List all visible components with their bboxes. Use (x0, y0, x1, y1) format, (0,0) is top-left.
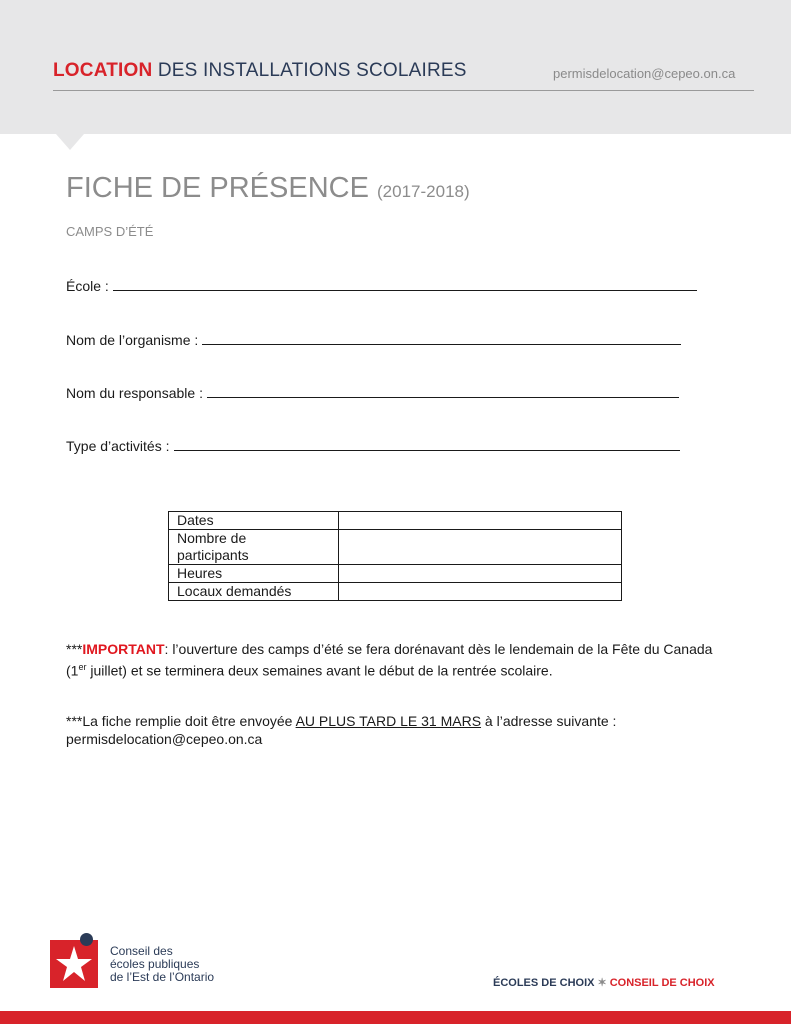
field-line-responsable[interactable] (207, 385, 679, 398)
row-value-locaux[interactable] (339, 583, 622, 601)
important-note (66, 640, 736, 680)
footer-slogan (493, 976, 715, 989)
field-ecole (66, 278, 697, 294)
field-label: Type d’activités : (66, 438, 170, 454)
star-figure-icon (50, 940, 98, 988)
field-line-activites[interactable] (174, 438, 680, 451)
participants-line2: participants (177, 547, 249, 563)
header-brand (53, 60, 467, 82)
row-label-locaux: Locaux demandés (169, 583, 339, 601)
participants-line1: Nombre de (177, 530, 247, 546)
org-name (110, 945, 214, 984)
title-main: FICHE DE PRÉSENCE (66, 172, 369, 204)
field-responsable (66, 385, 679, 401)
table-row (169, 530, 622, 565)
table-row (169, 512, 622, 530)
slogan-left: ÉCOLES DE CHOIX (493, 977, 595, 989)
field-organisme (66, 332, 681, 348)
important-sup: er (78, 662, 87, 672)
cepeo-logo-icon (50, 940, 98, 988)
important-word: IMPORTANT (82, 641, 165, 657)
row-value-dates[interactable] (339, 512, 622, 530)
row-value-heures[interactable] (339, 565, 622, 583)
row-label-participants (169, 530, 339, 565)
field-line-organisme[interactable] (202, 332, 681, 345)
title-year: (2017-2018) (377, 182, 470, 201)
table-row (169, 583, 622, 601)
org-line2: écoles publiques (110, 957, 200, 971)
row-value-participants[interactable] (339, 530, 622, 565)
header-divider (53, 90, 754, 91)
field-label: Nom du responsable : (66, 385, 203, 401)
org-line1: Conseil des (110, 944, 173, 958)
important-text-1: : l’ouverture des camps d’été se fera dorénavant dès le lendemain de la Fête du Canada (1 (66, 641, 713, 679)
logo-dot-icon (80, 933, 93, 946)
org-line3: de l’Est de l’Ontario (110, 970, 215, 984)
submit-deadline: AU PLUS TARD LE 31 MARS (295, 713, 482, 729)
header-email[interactable]: permisdelocation@cepeo.on.ca (553, 66, 736, 81)
table-row (169, 565, 622, 583)
important-text-2: juillet) et se terminera deux semaines avant le début de la rentrée scolaire. (86, 662, 553, 679)
page-subtitle: CAMPS D’ÉTÉ (66, 224, 154, 239)
row-label-dates: Dates (169, 512, 339, 530)
row-label-heures: Heures (169, 565, 339, 583)
brand-rest: DES INSTALLATIONS SCOLAIRES (157, 60, 467, 81)
field-activites (66, 438, 680, 454)
page-title (66, 172, 470, 205)
field-label: Nom de l’organisme : (66, 332, 199, 348)
field-label: École : (66, 278, 109, 294)
slogan-right: CONSEIL DE CHOIX (609, 977, 715, 989)
submit-email[interactable]: permisdelocation@cepeo.on.ca (66, 731, 263, 747)
important-prefix: *** (66, 641, 83, 657)
brand-location: LOCATION (53, 60, 153, 81)
submit-text-2: à l’adresse suivante : (481, 713, 617, 729)
info-table (168, 511, 622, 601)
footer-bar (0, 1011, 791, 1024)
field-line-ecole[interactable] (113, 278, 697, 291)
header-notch (56, 134, 84, 150)
submit-note (66, 712, 736, 748)
submit-text-1: ***La fiche remplie doit être envoyée (66, 713, 296, 729)
slogan-star-icon: ✶ (597, 977, 607, 989)
